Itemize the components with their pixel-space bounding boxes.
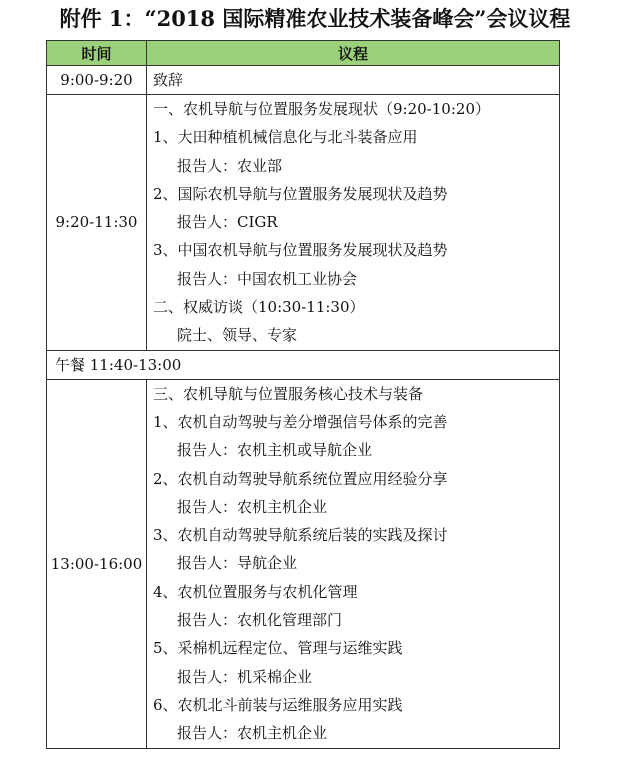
agenda-line: 报告人：农机主机企业 — [177, 497, 328, 516]
agenda-table — [46, 40, 560, 749]
session-time: 13:00-16:00 — [47, 379, 147, 748]
session-agenda — [147, 66, 560, 95]
header-time: 时间 — [47, 41, 147, 66]
agenda-line: 二、权威访谈（10:30-11:30） — [153, 298, 365, 317]
table-row — [47, 379, 560, 748]
agenda-line: 报告人：农机化管理部门 — [177, 611, 343, 630]
page-title: 附件 1：“2018 国际精准农业技术装备峰会”会议议程 — [59, 6, 571, 31]
agenda-line: 2、国际农机导航与位置服务发展现状及趋势 — [153, 184, 448, 203]
agenda-line: 报告人：导航企业 — [177, 554, 298, 573]
agenda-line: 2、农机自动驾驶导航系统位置应用经验分享 — [153, 469, 448, 488]
agenda-line: 院士、领导、专家 — [177, 326, 298, 345]
session-agenda — [147, 379, 560, 748]
table-row — [47, 66, 560, 95]
agenda-line: 报告人：农业部 — [177, 156, 283, 175]
table-row — [47, 350, 560, 379]
agenda-line: 4、农机位置服务与农机化管理 — [153, 582, 358, 601]
lunch-break: 午餐 11:40-13:00 — [47, 350, 560, 379]
session-time: 9:00-9:20 — [47, 66, 147, 95]
agenda-line: 5、采棉机远程定位、管理与运维实践 — [153, 639, 403, 658]
agenda-line: 一、农机导航与位置服务发展现状（9:20-10:20） — [153, 100, 490, 118]
agenda-line: 三、农机导航与位置服务核心技术与装备 — [153, 384, 424, 403]
agenda-line: 3、中国农机导航与位置服务发展现状及趋势 — [153, 241, 448, 260]
agenda-line: 1、农机自动驾驶与差分增强信号体系的完善 — [153, 412, 448, 431]
agenda-line: 报告人：CIGR — [177, 213, 278, 232]
agenda-line: 6、农机北斗前装与运维服务应用实践 — [153, 695, 403, 714]
agenda-line: 1、大田种植机械信息化与北斗装备应用 — [153, 128, 418, 147]
header-agenda: 议程 — [147, 41, 560, 66]
agenda-line: 报告人：农机主机企业 — [177, 724, 328, 743]
session-agenda — [147, 95, 560, 351]
table-row — [47, 95, 560, 351]
agenda-line: 报告人：农机主机或导航企业 — [177, 441, 373, 460]
agenda-line: 报告人：中国农机工业协会 — [177, 269, 358, 288]
agenda-body — [47, 66, 560, 749]
table-header-row — [47, 41, 560, 66]
session-time: 9:20-11:30 — [47, 95, 147, 351]
agenda-line: 致辞 — [153, 71, 184, 89]
agenda-line: 3、农机自动驾驶导航系统后装的实践及探讨 — [153, 526, 448, 545]
agenda-line: 报告人：机采棉企业 — [177, 667, 313, 686]
